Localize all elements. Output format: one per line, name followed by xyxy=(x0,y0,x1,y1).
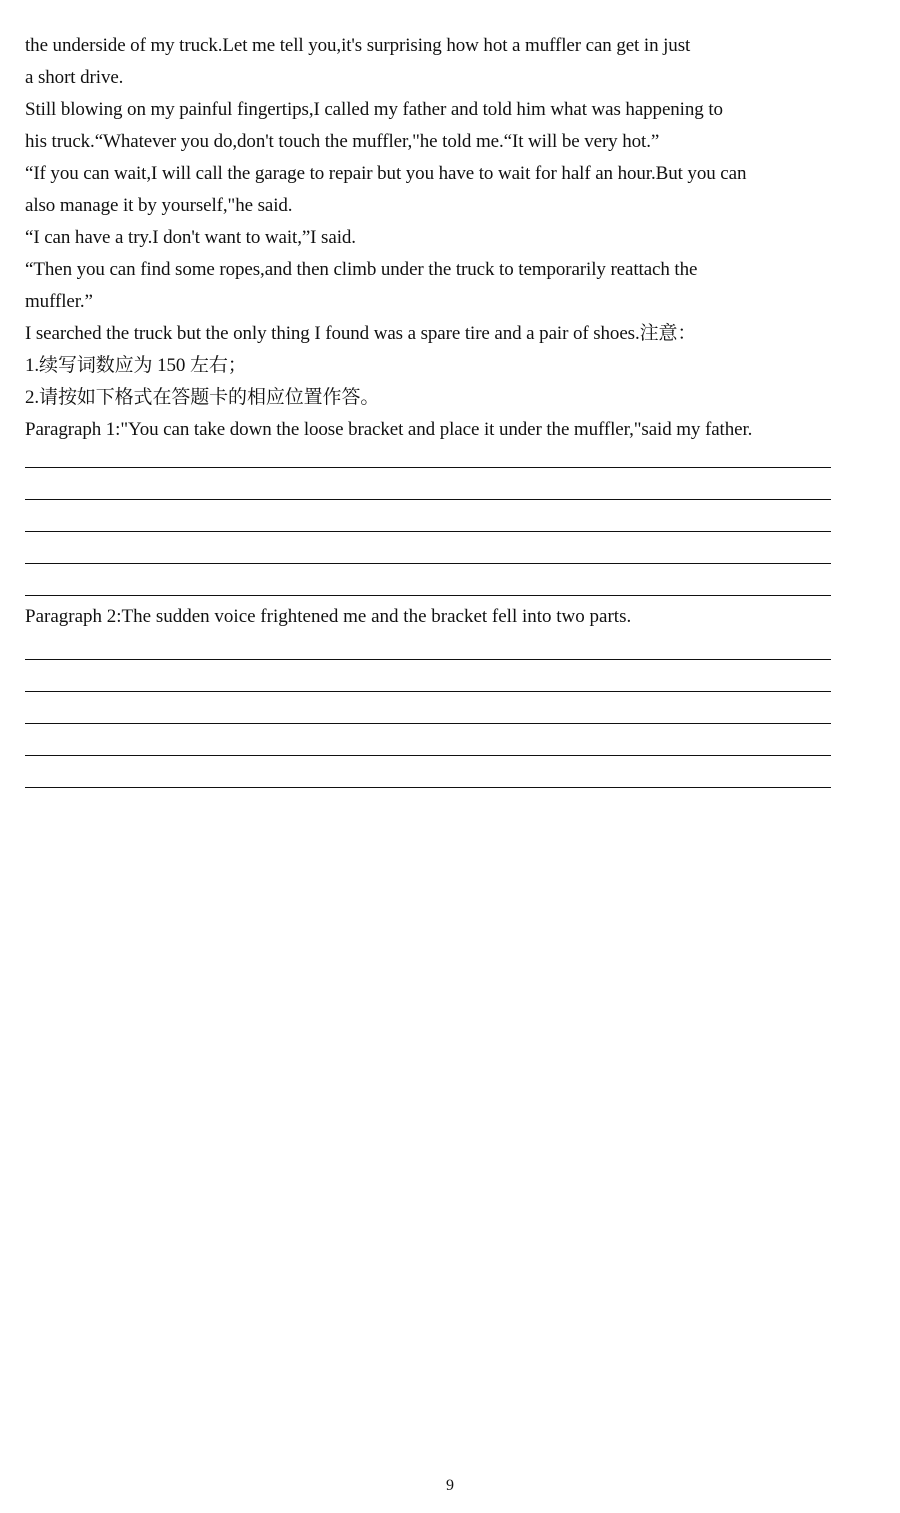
answer-line xyxy=(25,660,831,692)
answer-line xyxy=(25,724,831,756)
story-line: “Then you can find some ropes,and then climb under the truck to temporarily reattach the xyxy=(25,259,698,280)
instruction-line: 2.请按如下格式在答题卡的相应位置作答。 xyxy=(25,387,380,408)
page-number: 9 xyxy=(446,1477,454,1494)
paragraph1-label: Paragraph 1:"You can take down the loose bracket and place it under the muffler,"said my father. xyxy=(25,419,753,440)
answer-line xyxy=(25,692,831,724)
story-line: the underside of my truck.Let me tell you,it's surprising how hot a muffler can get in just xyxy=(25,35,691,56)
answer-line xyxy=(25,468,831,500)
story-line: a short drive. xyxy=(25,67,124,88)
story-line: muffler.” xyxy=(25,291,93,312)
answer-line xyxy=(25,756,831,788)
story-line: also manage it by yourself,"he said. xyxy=(25,195,293,216)
answer-line xyxy=(25,564,831,596)
answer-line xyxy=(25,500,831,532)
story-line: his truck.“Whatever you do,don't touch the muffler,"he told me.“It will be very hot.” xyxy=(25,131,660,152)
paragraph1-answer-lines xyxy=(25,436,831,596)
story-line: Still blowing on my painful fingertips,I called my father and told him what was happening to xyxy=(25,99,723,120)
instruction-line: 1.续写词数应为 150 左右； xyxy=(25,355,247,376)
story-text xyxy=(25,30,885,446)
answer-line xyxy=(25,436,831,468)
paragraph2-answer-lines xyxy=(25,628,831,788)
answer-line xyxy=(25,532,831,564)
story-line: “I can have a try.I don't want to wait,”I said. xyxy=(25,227,356,248)
answer-line xyxy=(25,628,831,660)
story-line: “If you can wait,I will call the garage to repair but you have to wait for half an hour.But you can xyxy=(25,163,747,184)
paragraph2-label: Paragraph 2:The sudden voice frightened me and the bracket fell into two parts. xyxy=(25,606,632,627)
story-line: I searched the truck but the only thing I found was a spare tire and a pair of shoes.注意： xyxy=(25,323,697,344)
